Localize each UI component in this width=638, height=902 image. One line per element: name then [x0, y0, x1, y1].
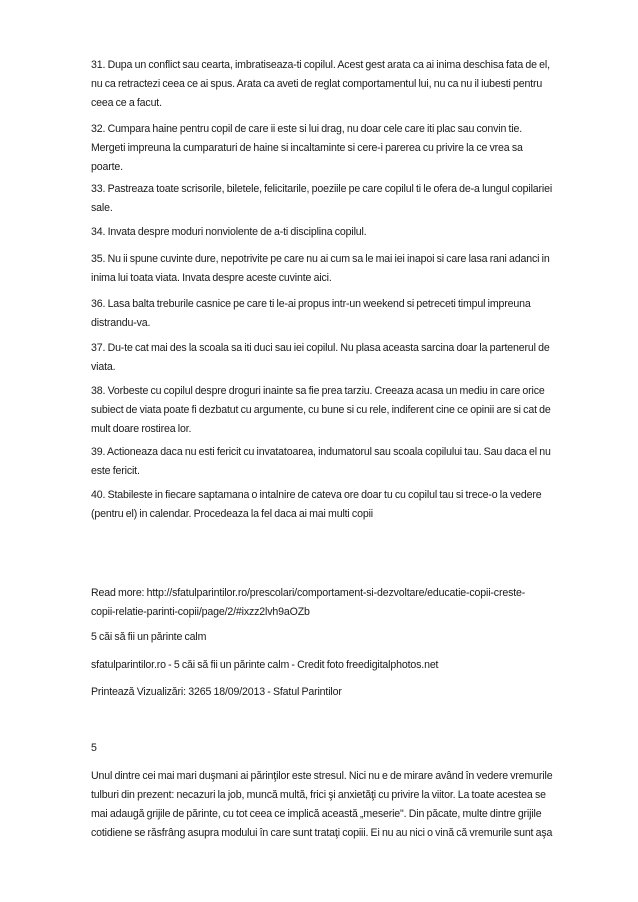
- list-item: 33. Pastreaza toate scrisorile, biletele, felicitarile, poeziile pe care copilul ti le ofera de-a lungul copilariei sale.: [91, 183, 553, 214]
- list-item: 32. Cumpara haine pentru copil de care ii este si lui drag, nu doar cele care iti plac sau convin tie. Mergeti impreuna la cumparaturi de haine si incaltaminte si cere-i parerea cu privire la ce vrea sa poarte.: [91, 123, 523, 173]
- article-source: sfatulparintilor.ro - 5 căi să fii un părinte calm - Credit foto freedigitalphotos.net: [91, 659, 439, 671]
- list-item: 34. Invata despre moduri nonviolente de a-ti disciplina copilul.: [91, 226, 367, 238]
- list-item: 39. Actioneaza daca nu esti fericit cu invatatoarea, indumatorul sau scoala copilului tau. Sau daca el nu este fericit.: [91, 446, 551, 477]
- list-item: 31. Dupa un conflict sau cearta, imbratiseaza-ti copilul. Acest gest arata ca ai inima deschisa fata de el, nu ca retractezi ceea ce ai spus. Arata ca aveti de reglat comportamentul lui, nu ca nu il iubesti pentru ceea ce a facut.: [91, 59, 550, 109]
- article-title: 5 căi să fii un părinte calm: [91, 631, 207, 643]
- list-item: 36. Lasa balta treburile casnice pe care ti le-ai propus intr-un weekend si petreceti timpul impreuna distrandu-va.: [91, 298, 531, 329]
- section-number: 5: [91, 742, 97, 754]
- list-item: 37. Du-te cat mai des la scoala sa iti duci sau iei copilul. Nu plasa aceasta sarcina doar la partenerul de viata.: [91, 342, 550, 373]
- list-item: 38. Vorbeste cu copilul despre droguri inainte sa fie prea tarziu. Creeaza acasa un mediu in care orice subiect de viata poate fi dezbatut cu argumente, cu bune si cu rele, indiferent cine ce opinii are si cat de mult doare rostirea lor.: [91, 385, 551, 435]
- article-meta: Printează Vizualizări: 3265 18/09/2013 - Sfatul Parintilor: [91, 686, 342, 698]
- intro-paragraph: Unul dintre cei mai mari duşmani ai părinţilor este stresul. Nici nu e de mirare având în vedere vremurile tulburi din prezent: necazuri la job, muncă multă, frici şi anxietăţi cu privire la viitor. La toate acestea se mai adaugă grijile de părinte, cu tot ceea ce implică această „meserie". Din păcate, multe dintre grijile cotidiene se răsfrâng asupra modului în care sunt trataţi copiii. Ei nu au nici o vină că vremurile sunt aşa: [91, 770, 553, 839]
- list-item: 40. Stabileste in fiecare saptamana o intalnire de cateva ore doar tu cu copilul tau si trece-o la vedere (pentru el) in calendar. Procedeaza la fel daca ai mai multi copii: [91, 489, 542, 520]
- read-more-link[interactable]: Read more: http://sfatulparintilor.ro/prescolari/comportament-si-dezvoltare/educatie-copii-creste- copii-relatie-parinti-copii/page/2/#ixzz2lvh9aOZb: [91, 587, 526, 618]
- list-item: 35. Nu ii spune cuvinte dure, nepotrivite pe care nu ai cum sa le mai iei inapoi si care lasa rani adanci in inima lui toata viata. Invata despre aceste cuvinte aici.: [91, 253, 550, 284]
